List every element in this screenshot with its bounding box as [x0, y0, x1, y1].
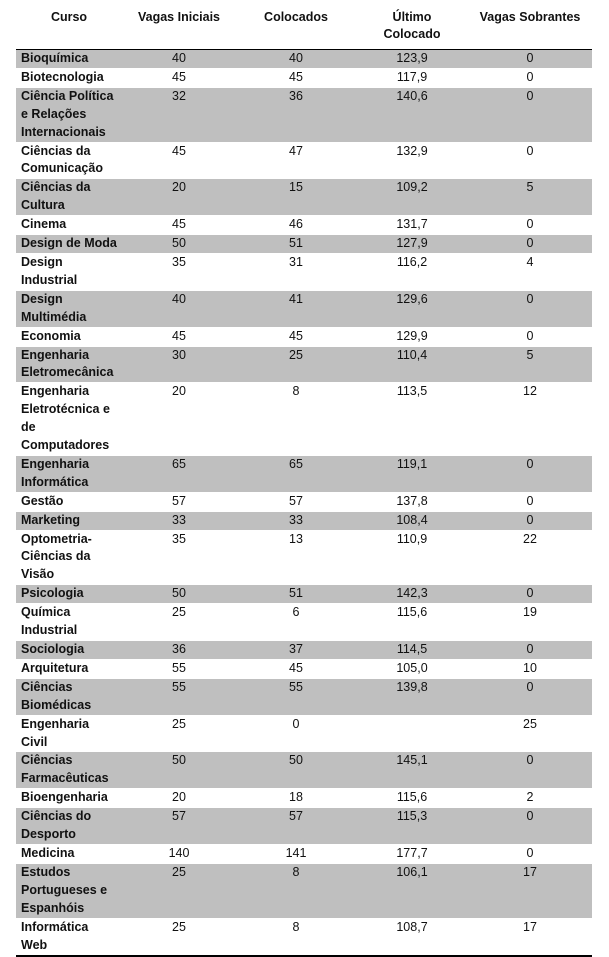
table-row [16, 585, 592, 604]
table-row [16, 68, 592, 87]
cell-vagas-iniciais: 30 [122, 346, 236, 383]
cell-ultimo-colocado: 115,3 [356, 808, 468, 845]
cell-ultimo-colocado: 106,1 [356, 863, 468, 918]
cell-curso: Medicina [21, 845, 75, 860]
cell-colocados: 40 [236, 50, 356, 69]
cell-curso: Ciências da Cultura [16, 179, 122, 216]
cell-vagas-sobrantes: 0 [468, 290, 592, 327]
cell-vagas-iniciais: 57 [122, 808, 236, 845]
cell-curso: Ciências Biomédicas [16, 678, 122, 715]
table-row [16, 752, 592, 789]
table-row [16, 789, 592, 808]
cell-vagas-sobrantes: 2 [526, 790, 534, 805]
cell-colocados: 18 [289, 790, 303, 805]
table-row [16, 604, 592, 641]
cell-vagas-sobrantes: 0 [526, 845, 534, 860]
cell-vagas-sobrantes: 0 [468, 50, 592, 69]
cell-vagas-iniciais: 35 [172, 254, 186, 269]
table-header [16, 6, 592, 50]
table-row [16, 641, 592, 660]
header-vagas-sobrantes: Vagas Sobrantes [479, 10, 581, 24]
table-row [16, 918, 592, 955]
table-row [16, 530, 592, 585]
cell-vagas-sobrantes: 25 [523, 716, 537, 731]
cell-colocados: 6 [292, 605, 300, 620]
table-row [16, 346, 592, 383]
cell-colocados: 0 [292, 716, 300, 731]
cell-curso: Informática Web [21, 919, 89, 952]
cell-curso: Sociologia [16, 641, 122, 660]
cell-curso: Química Industrial [21, 605, 78, 638]
cell-ultimo-colocado: 145,1 [356, 752, 468, 789]
cell-vagas-iniciais: 25 [172, 716, 186, 731]
table-row [16, 253, 592, 290]
cell-colocados: 15 [236, 179, 356, 216]
cell-colocados: 141 [285, 845, 307, 860]
cell-vagas-iniciais: 36 [122, 641, 236, 660]
table-row [16, 383, 592, 456]
cell-vagas-sobrantes: 0 [526, 328, 534, 343]
cell-vagas-sobrantes: 17 [468, 863, 592, 918]
cell-curso: Design Multimédia [16, 290, 122, 327]
cell-ultimo-colocado: 139,8 [356, 678, 468, 715]
cell-curso: Estudos Portugueses e Espanhóis [16, 863, 122, 918]
cell-vagas-sobrantes: 12 [523, 384, 537, 399]
cell-vagas-iniciais: 55 [172, 660, 186, 675]
cell-vagas-iniciais: 25 [172, 605, 186, 620]
cell-colocados: 50 [236, 752, 356, 789]
table-row [16, 808, 592, 845]
cell-vagas-sobrantes: 0 [526, 69, 534, 84]
cell-vagas-sobrantes: 19 [523, 605, 537, 620]
cell-vagas-iniciais: 45 [172, 217, 186, 232]
cell-colocados: 51 [236, 585, 356, 604]
cell-ultimo-colocado: 177,7 [396, 845, 428, 860]
cell-ultimo-colocado: 110,4 [356, 346, 468, 383]
cell-ultimo-colocado: 142,3 [356, 585, 468, 604]
cell-curso: Marketing [16, 511, 122, 530]
cell-colocados: 51 [236, 235, 356, 254]
cell-vagas-sobrantes: 22 [523, 531, 537, 546]
cell-vagas-iniciais: 57 [172, 493, 186, 508]
cell-ultimo-colocado [356, 715, 468, 752]
cell-curso: Gestão [21, 493, 64, 508]
cell-colocados: 57 [236, 808, 356, 845]
cell-ultimo-colocado: 108,4 [356, 511, 468, 530]
cell-vagas-iniciais: 45 [172, 143, 186, 158]
cell-vagas-iniciais: 25 [122, 863, 236, 918]
cell-vagas-iniciais: 40 [122, 290, 236, 327]
cell-colocados: 37 [236, 641, 356, 660]
cell-curso: Optometria- Ciências da Visão [21, 531, 92, 582]
cell-curso: Ciências da Comunicação [21, 143, 103, 176]
cell-vagas-iniciais: 50 [122, 585, 236, 604]
cell-ultimo-colocado: 115,6 [396, 790, 428, 805]
cell-curso: Design Industrial [21, 254, 78, 287]
cell-curso: Engenharia Civil [21, 716, 90, 749]
header-curso: Curso [50, 10, 88, 24]
cell-vagas-sobrantes: 0 [468, 235, 592, 254]
cell-ultimo-colocado: 117,9 [396, 69, 428, 84]
cell-ultimo-colocado: 115,6 [396, 605, 428, 620]
cell-vagas-sobrantes: 0 [468, 585, 592, 604]
cell-curso: Biotecnologia [21, 69, 104, 84]
cell-vagas-sobrantes: 0 [526, 217, 534, 232]
cell-vagas-sobrantes: 4 [526, 254, 534, 269]
cell-colocados: 31 [289, 254, 303, 269]
cell-curso: Cinema [21, 217, 67, 232]
cell-ultimo-colocado: 110,9 [396, 531, 428, 546]
table-row [16, 844, 592, 863]
table-row [16, 87, 592, 142]
table-row [16, 327, 592, 346]
table-row [16, 659, 592, 678]
cell-curso: Ciência Política e Relações Internacionais [16, 87, 122, 142]
cell-vagas-sobrantes: 0 [468, 752, 592, 789]
cell-colocados: 8 [292, 919, 300, 934]
cell-ultimo-colocado: 114,5 [356, 641, 468, 660]
cell-vagas-iniciais: 32 [122, 87, 236, 142]
cell-vagas-sobrantes: 0 [468, 678, 592, 715]
cell-vagas-iniciais: 25 [172, 919, 186, 934]
cell-curso: Psicologia [16, 585, 122, 604]
results-table [16, 6, 592, 955]
cell-ultimo-colocado: 129,9 [396, 328, 428, 343]
table-row [16, 142, 592, 179]
table-row [16, 216, 592, 235]
cell-curso: Engenharia Eletrotécnica e de Computadores [21, 384, 110, 453]
cell-ultimo-colocado: 113,5 [396, 384, 428, 399]
cell-vagas-sobrantes: 17 [523, 919, 537, 934]
cell-vagas-iniciais: 50 [122, 235, 236, 254]
table-row [16, 492, 592, 511]
cell-vagas-iniciais: 140 [168, 845, 190, 860]
cell-vagas-sobrantes: 0 [526, 143, 534, 158]
cell-curso: Ciências do Desporto [16, 808, 122, 845]
cell-colocados: 13 [289, 531, 303, 546]
cell-vagas-sobrantes: 0 [468, 641, 592, 660]
cell-ultimo-colocado: 132,9 [396, 143, 428, 158]
cell-colocados: 41 [236, 290, 356, 327]
cell-ultimo-colocado: 129,6 [356, 290, 468, 327]
cell-vagas-sobrantes: 5 [468, 179, 592, 216]
table-row [16, 863, 592, 918]
cell-ultimo-colocado: 119,1 [356, 455, 468, 492]
cell-vagas-iniciais: 65 [122, 455, 236, 492]
cell-curso: Bioquímica [16, 50, 122, 69]
table-row [16, 235, 592, 254]
cell-vagas-sobrantes: 0 [468, 87, 592, 142]
cell-colocados: 45 [289, 69, 303, 84]
cell-ultimo-colocado: 105,0 [396, 660, 428, 675]
cell-ultimo-colocado: 109,2 [356, 179, 468, 216]
header-row [16, 6, 592, 50]
table-row [16, 715, 592, 752]
table-row [16, 50, 592, 69]
cell-vagas-iniciais: 20 [172, 384, 186, 399]
cell-colocados: 46 [289, 217, 303, 232]
cell-colocados: 57 [289, 493, 303, 508]
cell-curso: Arquitetura [21, 660, 89, 675]
results-table-container [16, 6, 592, 957]
cell-vagas-sobrantes: 10 [523, 660, 537, 675]
cell-ultimo-colocado: 116,2 [396, 254, 428, 269]
cell-curso: Engenharia Eletromecânica [16, 346, 122, 383]
cell-colocados: 65 [236, 455, 356, 492]
cell-colocados: 55 [236, 678, 356, 715]
cell-colocados: 45 [289, 660, 303, 675]
header-vagas-iniciais: Vagas Iniciais [138, 10, 220, 24]
cell-vagas-sobrantes: 5 [468, 346, 592, 383]
cell-colocados: 25 [236, 346, 356, 383]
cell-curso: Bioengenharia [21, 790, 108, 805]
cell-ultimo-colocado: 137,8 [396, 493, 428, 508]
cell-vagas-iniciais: 35 [172, 531, 186, 546]
cell-curso: Economia [21, 328, 81, 343]
cell-vagas-sobrantes: 0 [468, 455, 592, 492]
cell-ultimo-colocado: 131,7 [396, 217, 428, 232]
cell-vagas-iniciais: 33 [122, 511, 236, 530]
cell-colocados: 45 [289, 328, 303, 343]
header-colocados: Colocados [264, 10, 328, 24]
cell-vagas-iniciais: 40 [122, 50, 236, 69]
cell-vagas-iniciais: 50 [122, 752, 236, 789]
cell-vagas-iniciais: 45 [172, 328, 186, 343]
table-row [16, 455, 592, 492]
cell-curso: Design de Moda [16, 235, 122, 254]
cell-vagas-sobrantes: 0 [468, 808, 592, 845]
cell-colocados: 47 [289, 143, 303, 158]
cell-ultimo-colocado: 108,7 [396, 919, 428, 934]
cell-colocados: 33 [236, 511, 356, 530]
cell-colocados: 36 [236, 87, 356, 142]
cell-curso: Engenharia Informática [16, 455, 122, 492]
cell-colocados: 8 [236, 863, 356, 918]
table-row [16, 678, 592, 715]
cell-vagas-iniciais: 45 [172, 69, 186, 84]
cell-vagas-iniciais: 20 [172, 790, 186, 805]
cell-vagas-sobrantes: 0 [526, 493, 534, 508]
cell-ultimo-colocado: 123,9 [356, 50, 468, 69]
cell-ultimo-colocado: 140,6 [356, 87, 468, 142]
cell-vagas-iniciais: 55 [122, 678, 236, 715]
cell-vagas-sobrantes: 0 [468, 511, 592, 530]
cell-curso: Ciências Farmacêuticas [16, 752, 122, 789]
header-ultimo-colocado: Último Colocado [383, 10, 441, 41]
cell-colocados: 8 [292, 384, 300, 399]
table-body [16, 50, 592, 955]
cell-vagas-iniciais: 20 [122, 179, 236, 216]
table-row [16, 511, 592, 530]
table-row [16, 290, 592, 327]
cell-ultimo-colocado: 127,9 [356, 235, 468, 254]
table-row [16, 179, 592, 216]
